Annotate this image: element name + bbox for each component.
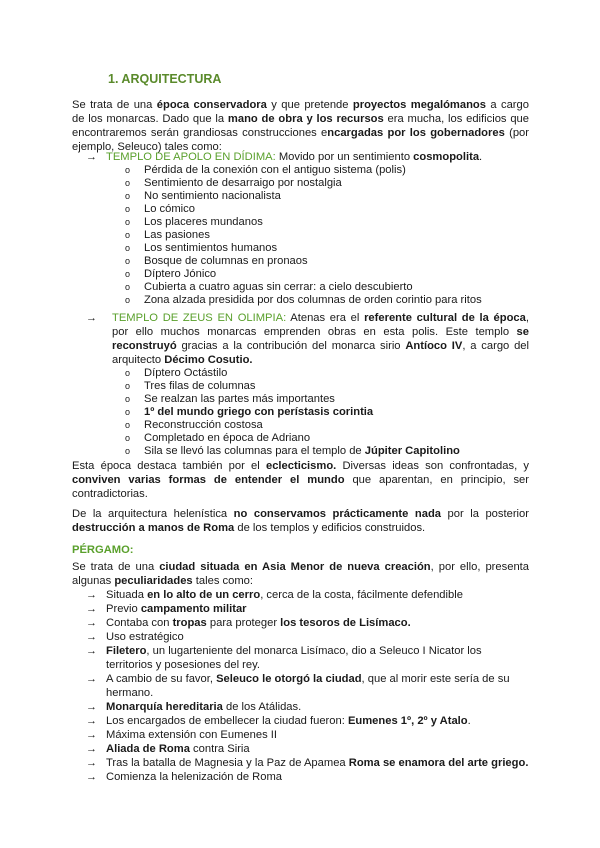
intro-run: época conservadora	[156, 99, 267, 111]
pergamo-item-run: contra Siria	[189, 743, 250, 755]
list-item-text: Los placeres mundanos	[144, 216, 263, 228]
list-item	[72, 714, 529, 728]
pergamo-title: PÉRGAMO:	[72, 544, 134, 556]
pergamo-item-run: Seleuco le otorgó la ciudad	[216, 673, 362, 685]
bullet-icon: o	[124, 446, 130, 456]
intro-paragraph	[72, 98, 529, 154]
list-item-text	[106, 770, 529, 784]
pergamo-intro-run: peculiaridades	[114, 575, 193, 587]
list-item	[72, 177, 529, 190]
list-item	[72, 406, 529, 419]
zeus-title: TEMPLO DE ZEUS EN OLIMPIA:	[112, 312, 287, 324]
list-item-text: Se realzan las partes más importantes	[144, 393, 335, 405]
list-item	[72, 268, 529, 281]
bullet-icon: o	[124, 269, 130, 279]
list-item-text	[106, 700, 529, 714]
list-item-text: Lo cómico	[144, 203, 195, 215]
list-item-text: Díptero Jónico	[144, 268, 217, 280]
pergamo-item-run: Eumenes 1º, 2º y Atalo	[347, 715, 468, 727]
intro-run: (por ejemplo, Seleuco) tales como:	[72, 127, 529, 153]
bullet-icon: o	[124, 243, 130, 253]
pergamo-intro-run: tales como:	[192, 575, 253, 587]
bullet-icon: o	[124, 178, 130, 188]
arrow-icon: →	[86, 757, 97, 769]
list-item	[72, 294, 529, 307]
list-item-text	[106, 756, 529, 770]
list-item	[72, 367, 529, 380]
arrow-icon: →	[86, 771, 97, 783]
list-item	[72, 393, 529, 406]
destruction-run: destrucción a manos de Roma	[72, 522, 235, 534]
eclecticism-run: Esta época destaca también por el	[72, 460, 266, 472]
pergamo-item-run: Filetero	[106, 645, 147, 657]
zeus-run: Atenas era el	[286, 312, 365, 324]
arrow-icon: →	[86, 743, 97, 755]
eclecticism-text	[72, 459, 529, 501]
list-item	[72, 728, 529, 742]
list-item-text: No sentimiento nacionalista	[144, 190, 281, 202]
list-item-text	[106, 616, 529, 630]
pergamo-intro-run: ciudad situada en Asia Menor de nueva creación	[159, 561, 431, 573]
zeus-run: gracias a la contribución del monarca sirio	[176, 340, 406, 352]
arrow-icon: →	[86, 701, 97, 713]
pergamo-item-run: Aliada de Roma	[106, 743, 190, 755]
bullet-icon: o	[124, 191, 130, 201]
pergamo-item-run: los tesoros de Lisímaco.	[280, 617, 411, 629]
destruction-run: de los templos y edificios construidos.	[234, 522, 426, 534]
eclecticism-run: que aparentan, en principio, ser contradictorias.	[72, 474, 529, 500]
list-item-text: Díptero Octástilo	[144, 367, 228, 379]
zeus-run: , a cargo del arquitecto	[112, 340, 529, 366]
bullet-icon: o	[124, 217, 130, 227]
arrow-icon: →	[86, 312, 97, 324]
pergamo-intro	[72, 560, 529, 588]
list-item	[72, 255, 529, 268]
arrow-icon: →	[86, 715, 97, 727]
pergamo-item-run: de los Atálidas.	[222, 701, 302, 713]
list-item	[72, 281, 529, 294]
arrow-icon: →	[86, 617, 97, 629]
list-item	[72, 602, 529, 616]
arrow-icon: →	[86, 589, 97, 601]
list-item-text: Los sentimientos humanos	[144, 242, 278, 254]
apolo-heading-line	[72, 150, 529, 164]
list-item-text	[106, 728, 529, 742]
list-item-text: Reconstrucción costosa	[144, 419, 263, 431]
pergamo-section	[72, 543, 529, 784]
list-item	[72, 616, 529, 630]
zeus-run: referente cultural de la época	[364, 312, 526, 324]
pergamo-item-run: Contaba con	[106, 617, 173, 629]
pergamo-item-run: para proteger	[206, 617, 281, 629]
list-item	[72, 588, 529, 602]
list-item-text	[106, 602, 529, 616]
intro-run: era mucha, los edificios que encontraremos serán grandiosas construcciones e	[72, 113, 529, 139]
list-item-text: Pérdida de la conexión con el antiguo sistema (polis)	[144, 164, 406, 176]
pergamo-item-run: , cerca de la costa, fácilmente defendible	[260, 589, 463, 601]
destruction-run: por la posterior	[441, 508, 529, 520]
bullet-icon: o	[124, 295, 130, 305]
pergamo-item-run: Comienza la helenización de Roma	[106, 771, 282, 783]
pergamo-item-run: en lo alto de un cerro	[147, 589, 261, 601]
pergamo-item-run: Situada	[106, 589, 148, 601]
list-item	[72, 190, 529, 203]
arrow-icon: →	[86, 673, 97, 685]
list-item	[72, 756, 529, 770]
arrow-icon: →	[86, 631, 97, 643]
bullet-icon: o	[124, 256, 130, 266]
bullet-icon: o	[124, 204, 130, 214]
bullet-icon: o	[124, 394, 130, 404]
eclecticism-paragraph	[72, 459, 529, 501]
pergamo-item-run: Tras la batalla de Magnesia y la Paz de Apamea	[106, 757, 349, 769]
intro-run: mano de obra y los recursos	[227, 113, 384, 125]
list-item	[72, 770, 529, 784]
list-item	[72, 164, 529, 177]
pergamo-item-run: , que al morir este sería de su hermano.	[106, 673, 510, 699]
section-heading: 1. ARQUITECTURA	[108, 72, 222, 86]
list-item	[72, 644, 529, 672]
list-item-text: Sila se llevó las columnas para el templo de Júpiter Capitolino	[144, 445, 460, 457]
list-item	[72, 445, 529, 458]
bullet-icon: o	[124, 433, 130, 443]
pergamo-item-run: tropas	[172, 617, 207, 629]
intro-run: proyectos megalómanos	[352, 99, 486, 111]
list-item-text: Completado en época de Adriano	[144, 432, 311, 444]
list-item	[72, 242, 529, 255]
list-item	[72, 742, 529, 756]
list-item	[72, 432, 529, 445]
list-item-text	[106, 644, 529, 672]
pergamo-item-run: Máxima extensión con Eumenes II	[106, 729, 278, 741]
intro-text	[72, 98, 529, 154]
eclecticism-run: eclecticismo.	[265, 460, 337, 472]
list-item-text	[106, 742, 529, 756]
list-item-text	[106, 672, 529, 700]
list-item	[72, 672, 529, 700]
zeus-list	[72, 367, 529, 458]
eclecticism-run: conviven varias formas de entender el mundo	[72, 474, 345, 486]
list-item-text: Las pasiones	[144, 229, 210, 241]
list-item	[72, 700, 529, 714]
apolo-section	[72, 150, 529, 307]
intro-run: a cargo de los monarcas. Dado que la	[72, 99, 529, 125]
list-item-text: Zona alzada presidida por dos columnas de orden corintio para ritos	[144, 294, 482, 306]
bullet-icon: o	[124, 420, 130, 430]
pergamo-item-run: Uso estratégico	[106, 631, 184, 643]
bullet-icon: o	[124, 165, 130, 175]
apolo-bold: cosmopolita	[413, 151, 480, 163]
destruction-paragraph	[72, 507, 529, 535]
pergamo-item-run: Previo	[106, 603, 141, 615]
apolo-text: Movido por un sentimiento	[275, 151, 414, 163]
arrow-icon: →	[86, 151, 97, 163]
pergamo-item-run: , un lugarteniente del monarca Lisímaco, dio a Seleuco I Nicator los territorios y posesiones del rey.	[106, 645, 482, 671]
arrow-icon: →	[86, 645, 97, 657]
pergamo-list	[72, 588, 529, 784]
list-item-text: Tres filas de columnas	[144, 380, 256, 392]
apolo-list	[72, 164, 529, 307]
list-item-text: 1º del mundo griego con perístasis corintia	[144, 406, 374, 418]
bullet-icon: o	[124, 230, 130, 240]
destruction-text	[72, 507, 529, 535]
zeus-run: , por ello muchos monarcas emprenden obras en esta polis. Este templo	[112, 312, 529, 338]
arrow-icon: →	[86, 603, 97, 615]
pergamo-item-run: .	[467, 715, 471, 727]
pergamo-item-run: Roma se enamora del arte griego.	[348, 757, 529, 769]
zeus-run: Antíoco IV	[405, 340, 463, 352]
pergamo-item-run: campamento militar	[140, 603, 247, 615]
pergamo-intro-run: Se trata de una	[72, 561, 160, 573]
pergamo-item-run: Los encargados de embellecer la ciudad fueron:	[106, 715, 348, 727]
pergamo-item-run: Monarquía hereditaria	[106, 701, 223, 713]
destruction-run: no conservamos prácticamente nada	[233, 508, 442, 520]
bullet-icon: o	[124, 368, 130, 378]
zeus-run: se reconstruyó	[112, 326, 529, 352]
bullet-icon: o	[124, 282, 130, 292]
list-item	[72, 630, 529, 644]
bullet-icon: o	[124, 381, 130, 391]
list-item	[72, 380, 529, 393]
zeus-heading-line	[72, 311, 529, 367]
bullet-icon: o	[124, 407, 130, 417]
apolo-title: TEMPLO DE APOLO EN DÍDIMA:	[106, 151, 276, 163]
list-item-text: Cubierta a cuatro aguas sin cerrar: a cielo descubierto	[144, 281, 413, 293]
pergamo-intro-run: , por ello, presenta algunas	[72, 561, 529, 587]
list-item	[72, 216, 529, 229]
list-item-text	[106, 630, 529, 644]
eclecticism-run: Diversas ideas son confrontadas, y	[336, 460, 529, 472]
list-item-text	[106, 714, 529, 728]
intro-run: y que pretende	[266, 99, 353, 111]
zeus-section	[72, 311, 529, 458]
intro-run: ncargadas por los gobernadores	[327, 127, 505, 139]
list-item-text	[106, 588, 529, 602]
intro-run: Se trata de una	[72, 99, 157, 111]
list-item	[72, 203, 529, 216]
apolo-end: .	[479, 151, 483, 163]
destruction-run: De la arquitectura helenística	[72, 508, 234, 520]
list-item	[72, 229, 529, 242]
zeus-run: Décimo Cosutio.	[164, 354, 253, 366]
list-item	[72, 419, 529, 432]
list-item-text: Sentimiento de desarraigo por nostalgia	[144, 177, 342, 189]
list-item-text: Bosque de columnas en pronaos	[144, 255, 308, 267]
pergamo-item-run: A cambio de su favor,	[106, 673, 217, 685]
arrow-icon: →	[86, 729, 97, 741]
